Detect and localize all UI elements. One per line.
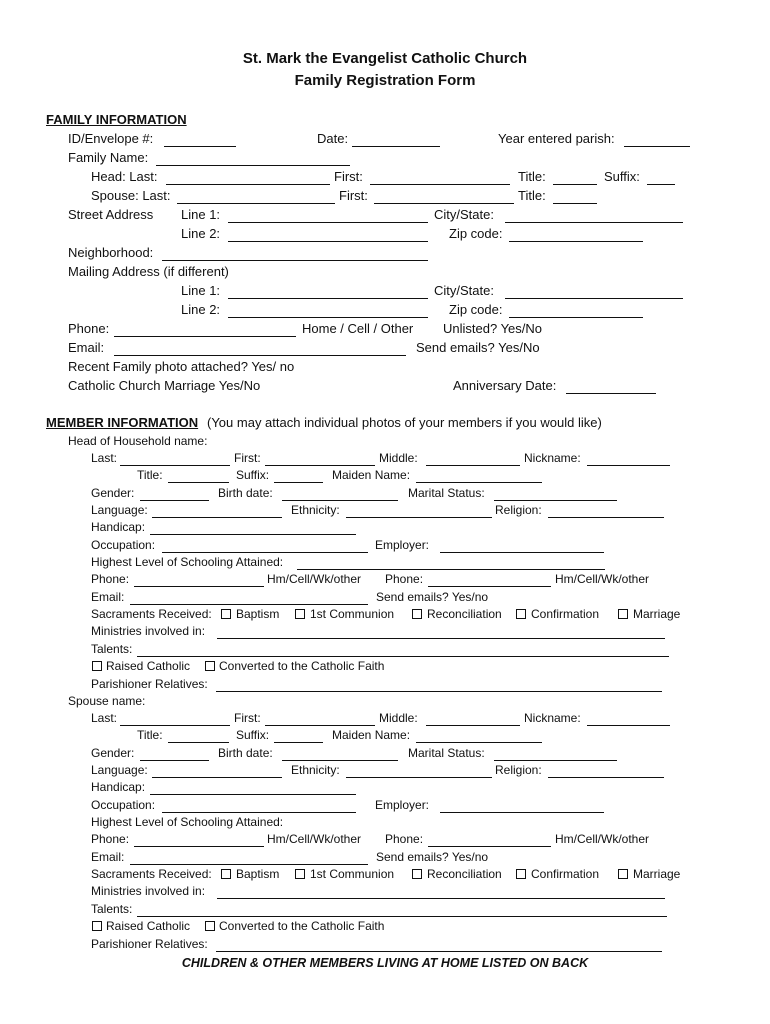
hoh-middle-label: Middle: bbox=[379, 451, 418, 465]
sp-phone2-field[interactable] bbox=[428, 846, 551, 847]
sp-converted-label: Converted to the Catholic Faith bbox=[219, 919, 385, 933]
sp-converted-checkbox[interactable] bbox=[205, 921, 215, 931]
hoh-language-label: Language: bbox=[91, 503, 148, 517]
hoh-ministries-field[interactable] bbox=[217, 638, 665, 639]
sp-middle-label: Middle: bbox=[379, 711, 418, 725]
sp-last-label: Last: bbox=[91, 711, 118, 725]
sp-send-emails[interactable]: Send emails? Yes/no bbox=[376, 850, 489, 864]
hoh-email-label: Email: bbox=[91, 590, 125, 604]
sp-birth-label: Birth date: bbox=[218, 746, 273, 760]
spouse-title-field[interactable] bbox=[553, 203, 597, 204]
sp-talents-label: Talents: bbox=[91, 902, 133, 916]
hoh-ethnicity-label: Ethnicity: bbox=[291, 503, 340, 517]
spouse-title-label: Title: bbox=[518, 188, 546, 203]
sp-email-label: Email: bbox=[91, 850, 125, 864]
sp-ministries-label: Ministries involved in: bbox=[91, 884, 206, 898]
member-section-heading: MEMBER INFORMATION bbox=[46, 415, 199, 430]
head-first-field[interactable] bbox=[370, 184, 510, 185]
phone-type-options[interactable]: Home / Cell / Other bbox=[302, 321, 414, 336]
hoh-reconciliation-label: Reconciliation bbox=[427, 607, 502, 621]
sp-birth-field[interactable] bbox=[282, 760, 398, 761]
hoh-confirmation-label: Confirmation bbox=[531, 607, 600, 621]
date-field[interactable] bbox=[352, 146, 440, 147]
unlisted-options[interactable]: Unlisted? Yes/No bbox=[443, 321, 543, 336]
family-section-heading: FAMILY INFORMATION bbox=[46, 112, 187, 127]
spouse-first-field[interactable] bbox=[374, 203, 514, 204]
anniversary-label: Anniversary Date: bbox=[453, 378, 557, 393]
hoh-schooling-label: Highest Level of Schooling Attained: bbox=[91, 555, 284, 569]
hoh-suffix-label: Suffix: bbox=[236, 468, 270, 482]
family-name-field[interactable] bbox=[156, 165, 350, 166]
hoh-schooling-field[interactable] bbox=[297, 569, 605, 570]
sp-reconciliation-label: Reconciliation bbox=[427, 867, 502, 881]
sp-suffix-label: Suffix: bbox=[236, 728, 270, 742]
mailing-city-state-field[interactable] bbox=[505, 298, 683, 299]
sp-maiden-field[interactable] bbox=[416, 742, 542, 743]
hoh-occupation-label: Occupation: bbox=[91, 538, 156, 552]
sp-first-label: First: bbox=[234, 711, 261, 725]
sp-last-field[interactable] bbox=[120, 725, 230, 726]
hoh-baptism-label: Baptism bbox=[236, 607, 280, 621]
sp-middle-field[interactable] bbox=[426, 725, 520, 726]
sp-schooling-label: Highest Level of Schooling Attained: bbox=[91, 815, 284, 829]
hoh-gender-label: Gender: bbox=[91, 486, 135, 500]
hoh-marital-field[interactable] bbox=[494, 500, 617, 501]
hoh-raised-catholic-label: Raised Catholic bbox=[106, 659, 191, 673]
hoh-title-field[interactable] bbox=[168, 482, 229, 483]
sp-marital-label: Marital Status: bbox=[408, 746, 485, 760]
hoh-communion-label: 1st Communion bbox=[310, 607, 395, 621]
hoh-talents-field[interactable] bbox=[137, 656, 669, 657]
sp-phone-type[interactable]: Hm/Cell/Wk/other bbox=[267, 832, 362, 846]
sp-ethnicity-field[interactable] bbox=[346, 777, 492, 778]
hoh-handicap-field[interactable] bbox=[150, 534, 356, 535]
form-title: St. Mark the Evangelist Catholic Church bbox=[242, 50, 528, 67]
hoh-phone2-label: Phone: bbox=[385, 572, 424, 586]
phone-field[interactable] bbox=[114, 336, 296, 337]
hoh-converted-label: Converted to the Catholic Faith bbox=[219, 659, 385, 673]
hoh-phone2-type[interactable]: Hm/Cell/Wk/other bbox=[555, 572, 650, 586]
hoh-baptism-checkbox[interactable] bbox=[221, 609, 231, 619]
hoh-employer-label: Employer: bbox=[375, 538, 430, 552]
head-suffix-field[interactable] bbox=[647, 184, 675, 185]
hoh-maiden-field[interactable] bbox=[416, 482, 542, 483]
mailing-city-state-label: City/State: bbox=[434, 283, 494, 298]
hoh-religion-label: Religion: bbox=[495, 503, 542, 517]
email-field[interactable] bbox=[114, 355, 406, 356]
sp-ethnicity-label: Ethnicity: bbox=[291, 763, 340, 777]
hoh-nickname-field[interactable] bbox=[587, 465, 670, 466]
sp-raised-catholic-checkbox[interactable] bbox=[92, 921, 102, 931]
hoh-first-field[interactable] bbox=[265, 465, 375, 466]
hoh-employer-field[interactable] bbox=[440, 552, 604, 553]
member-section-note: (You may attach individual photos of your members if you would like) bbox=[207, 415, 602, 430]
sp-phone2-type[interactable]: Hm/Cell/Wk/other bbox=[555, 832, 650, 846]
sp-occupation-field[interactable] bbox=[162, 812, 356, 813]
hoh-communion-checkbox[interactable] bbox=[295, 609, 305, 619]
head-suffix-label: Suffix: bbox=[604, 169, 640, 184]
hoh-sacraments-label: Sacraments Received: bbox=[91, 607, 212, 621]
hoh-suffix-field[interactable] bbox=[274, 482, 323, 483]
hoh-religion-field[interactable] bbox=[548, 517, 664, 518]
sp-confirmation-label: Confirmation bbox=[531, 867, 600, 881]
street-line1-field[interactable] bbox=[228, 222, 428, 223]
family-photo-question[interactable]: Recent Family photo attached? Yes/ no bbox=[68, 359, 295, 374]
send-emails-options[interactable]: Send emails? Yes/No bbox=[416, 340, 540, 355]
sp-employer-label: Employer: bbox=[375, 798, 430, 812]
hoh-send-emails[interactable]: Send emails? Yes/no bbox=[376, 590, 489, 604]
sp-phone-field[interactable] bbox=[134, 846, 264, 847]
hoh-confirmation-checkbox[interactable] bbox=[516, 609, 526, 619]
sp-communion-label: 1st Communion bbox=[310, 867, 395, 881]
hoh-occupation-field[interactable] bbox=[162, 552, 368, 553]
hoh-nickname-label: Nickname: bbox=[524, 451, 581, 465]
line1-label: Line 1: bbox=[181, 207, 221, 222]
sp-phone2-label: Phone: bbox=[385, 832, 424, 846]
hoh-first-label: First: bbox=[234, 451, 261, 465]
sp-handicap-label: Handicap: bbox=[91, 780, 146, 794]
spouse-last-field[interactable] bbox=[177, 203, 335, 204]
hoh-middle-field[interactable] bbox=[426, 465, 520, 466]
head-last-field[interactable] bbox=[166, 184, 330, 185]
hoh-marriage-label: Marriage bbox=[633, 607, 681, 621]
street-line2-field[interactable] bbox=[228, 241, 428, 242]
hoh-relatives-field[interactable] bbox=[216, 691, 662, 692]
sp-title-field[interactable] bbox=[168, 742, 229, 743]
spouse-last-label: Spouse: Last: bbox=[91, 188, 171, 203]
hoh-marital-label: Marital Status: bbox=[408, 486, 485, 500]
sp-title-label: Title: bbox=[137, 728, 163, 742]
date-label: Date: bbox=[317, 131, 349, 146]
sp-raised-catholic-label: Raised Catholic bbox=[106, 919, 191, 933]
zip-label: Zip code: bbox=[449, 226, 503, 241]
year-entered-field[interactable] bbox=[624, 146, 690, 147]
form-subtitle: Family Registration Form bbox=[294, 72, 476, 89]
sp-sacraments-label: Sacraments Received: bbox=[91, 867, 212, 881]
neighborhood-label: Neighborhood: bbox=[68, 245, 154, 260]
sp-marriage-label: Marriage bbox=[633, 867, 681, 881]
id-envelope-label: ID/Envelope #: bbox=[68, 131, 154, 146]
sp-reconciliation-checkbox[interactable] bbox=[412, 869, 422, 879]
sp-gender-label: Gender: bbox=[91, 746, 135, 760]
head-household-name-label: Head of Household name: bbox=[68, 434, 208, 448]
hoh-language-field[interactable] bbox=[152, 517, 282, 518]
head-last-label: Head: Last: bbox=[91, 169, 158, 184]
church-marriage-question[interactable]: Catholic Church Marriage Yes/No bbox=[68, 378, 261, 393]
hoh-handicap-label: Handicap: bbox=[91, 520, 146, 534]
back-page-note: CHILDREN & OTHER MEMBERS LIVING AT HOME LISTED ON BACK bbox=[181, 956, 589, 970]
mailing-zip-field[interactable] bbox=[509, 317, 643, 318]
mailing-line1-field[interactable] bbox=[228, 298, 428, 299]
hoh-birth-label: Birth date: bbox=[218, 486, 273, 500]
sp-first-field[interactable] bbox=[265, 725, 375, 726]
hoh-phone-field[interactable] bbox=[134, 586, 264, 587]
hoh-phone-label: Phone: bbox=[91, 572, 130, 586]
mailing-line1-label: Line 1: bbox=[181, 283, 221, 298]
family-name-label: Family Name: bbox=[68, 150, 149, 165]
mailing-line2-field[interactable] bbox=[228, 317, 428, 318]
sp-religion-field[interactable] bbox=[548, 777, 664, 778]
phone-label: Phone: bbox=[68, 321, 110, 336]
hoh-raised-catholic-checkbox[interactable] bbox=[92, 661, 102, 671]
hoh-ministries-label: Ministries involved in: bbox=[91, 624, 206, 638]
sp-relatives-field[interactable] bbox=[216, 951, 662, 952]
year-entered-label: Year entered parish: bbox=[498, 131, 615, 146]
mailing-address-label: Mailing Address (if different) bbox=[68, 264, 229, 279]
hoh-birth-field[interactable] bbox=[282, 500, 398, 501]
sp-ministries-field[interactable] bbox=[217, 898, 665, 899]
sp-nickname-field[interactable] bbox=[587, 725, 670, 726]
sp-email-field[interactable] bbox=[130, 864, 368, 865]
email-label: Email: bbox=[68, 340, 105, 355]
street-address-label: Street Address bbox=[68, 207, 154, 222]
sp-baptism-checkbox[interactable] bbox=[221, 869, 231, 879]
hoh-last-label: Last: bbox=[91, 451, 118, 465]
head-first-label: First: bbox=[334, 169, 363, 184]
hoh-relatives-label: Parishioner Relatives: bbox=[91, 677, 208, 691]
line2-label: Line 2: bbox=[181, 226, 221, 241]
sp-relatives-label: Parishioner Relatives: bbox=[91, 937, 208, 951]
sp-nickname-label: Nickname: bbox=[524, 711, 581, 725]
zip-field[interactable] bbox=[509, 241, 643, 242]
sp-religion-label: Religion: bbox=[495, 763, 542, 777]
sp-talents-field[interactable] bbox=[137, 916, 667, 917]
sp-maiden-label: Maiden Name: bbox=[332, 728, 411, 742]
hoh-maiden-label: Maiden Name: bbox=[332, 468, 411, 482]
sp-suffix-field[interactable] bbox=[274, 742, 323, 743]
hoh-last-field[interactable] bbox=[120, 465, 230, 466]
hoh-phone-type[interactable]: Hm/Cell/Wk/other bbox=[267, 572, 362, 586]
sp-occupation-label: Occupation: bbox=[91, 798, 156, 812]
sp-communion-checkbox[interactable] bbox=[295, 869, 305, 879]
id-envelope-field[interactable] bbox=[164, 146, 236, 147]
sp-employer-field[interactable] bbox=[440, 812, 604, 813]
sp-confirmation-checkbox[interactable] bbox=[516, 869, 526, 879]
sp-handicap-field[interactable] bbox=[150, 794, 356, 795]
neighborhood-field[interactable] bbox=[162, 260, 428, 261]
city-state-field[interactable] bbox=[505, 222, 683, 223]
anniversary-field[interactable] bbox=[566, 393, 656, 394]
hoh-email-field[interactable] bbox=[130, 604, 368, 605]
sp-baptism-label: Baptism bbox=[236, 867, 280, 881]
mailing-line2-label: Line 2: bbox=[181, 302, 221, 317]
hoh-marriage-checkbox[interactable] bbox=[618, 609, 628, 619]
spouse-name-label: Spouse name: bbox=[68, 694, 146, 708]
hoh-reconciliation-checkbox[interactable] bbox=[412, 609, 422, 619]
hoh-gender-field[interactable] bbox=[140, 500, 209, 501]
city-state-label: City/State: bbox=[434, 207, 494, 222]
head-title-field[interactable] bbox=[553, 184, 597, 185]
hoh-phone2-field[interactable] bbox=[428, 586, 551, 587]
hoh-talents-label: Talents: bbox=[91, 642, 133, 656]
sp-language-field[interactable] bbox=[152, 777, 282, 778]
hoh-title-label: Title: bbox=[137, 468, 163, 482]
hoh-ethnicity-field[interactable] bbox=[346, 517, 492, 518]
sp-phone-label: Phone: bbox=[91, 832, 130, 846]
sp-marital-field[interactable] bbox=[494, 760, 617, 761]
mailing-zip-label: Zip code: bbox=[449, 302, 503, 317]
head-title-label: Title: bbox=[518, 169, 546, 184]
sp-language-label: Language: bbox=[91, 763, 148, 777]
sp-marriage-checkbox[interactable] bbox=[618, 869, 628, 879]
spouse-first-label: First: bbox=[339, 188, 368, 203]
sp-gender-field[interactable] bbox=[140, 760, 209, 761]
hoh-converted-checkbox[interactable] bbox=[205, 661, 215, 671]
